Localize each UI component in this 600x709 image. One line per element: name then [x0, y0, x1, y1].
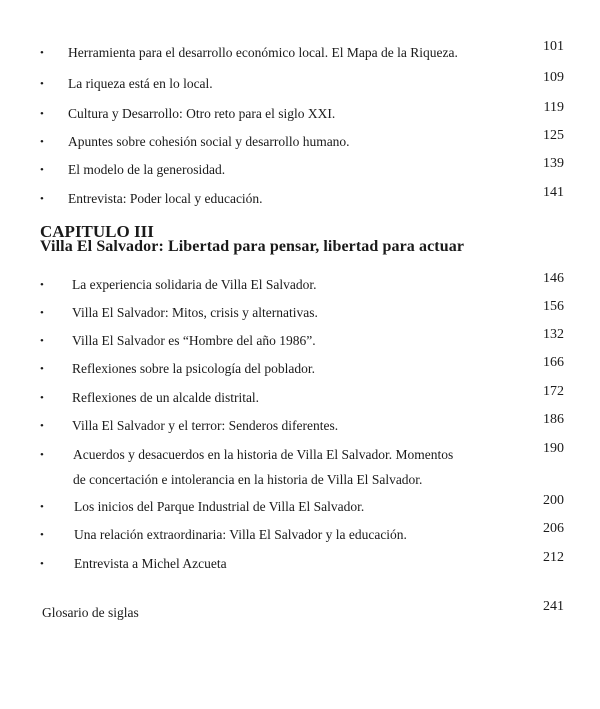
entry-page: 241 [543, 599, 564, 614]
entry-page: 125 [543, 128, 564, 143]
entry-page: 190 [543, 441, 564, 456]
bullet-icon: • [40, 193, 44, 205]
entry-title: Villa El Salvador y el terror: Senderos diferentes. [72, 418, 339, 433]
entry-title: Acuerdos y desacuerdos en la historia de Villa El Salvador. Momentos [73, 447, 454, 462]
toc-entry [0, 441, 600, 491]
entry-title: Los inicios del Parque Industrial de Villa El Salvador. [74, 499, 365, 514]
entry-page: 141 [543, 185, 564, 200]
chapter-label: CAPITULO III [40, 222, 154, 241]
entry-page: 101 [543, 39, 564, 54]
bullet-icon: • [40, 558, 44, 570]
entry-page: 109 [543, 70, 564, 85]
bullet-icon: • [40, 47, 44, 59]
entry-page: 119 [543, 100, 564, 115]
entry-title: Villa El Salvador: Mitos, crisis y alternativas. [72, 305, 318, 320]
bullet-icon: • [40, 529, 44, 541]
entry-title: Cultura y Desarrollo: Otro reto para el siglo XXI. [68, 106, 336, 121]
bullet-icon: • [40, 392, 44, 404]
entry-page: 146 [543, 271, 564, 286]
entry-title: Glosario de siglas [42, 605, 139, 620]
bullet-icon: • [40, 164, 44, 176]
entry-title: El modelo de la generosidad. [68, 162, 226, 177]
bullet-icon: • [40, 501, 44, 513]
entry-title: Herramienta para el desarrollo económico local. El Mapa de la Riqueza. [68, 45, 458, 60]
bullet-icon: • [40, 420, 44, 432]
entry-page: 132 [543, 327, 564, 342]
entry-title: Apuntes sobre cohesión social y desarrollo humano. [68, 134, 350, 149]
bullet-icon: • [40, 279, 44, 291]
entry-title: Reflexiones de un alcalde distrital. [72, 390, 260, 405]
entry-title: La riqueza está en lo local. [68, 76, 213, 91]
entry-page: 206 [543, 521, 564, 536]
entry-page: 172 [543, 384, 564, 399]
entry-page: 200 [543, 493, 564, 508]
entry-title: Entrevista: Poder local y educación. [68, 191, 263, 206]
bullet-icon: • [40, 78, 44, 90]
entry-title-continuation: de concertación e intolerancia en la historia de Villa El Salvador. [73, 472, 423, 487]
bullet-icon: • [40, 449, 44, 461]
entry-page: 186 [543, 412, 564, 427]
chapter-title: Villa El Salvador: Libertad para pensar, libertad para actuar [40, 238, 465, 255]
entry-page: 139 [543, 156, 564, 171]
bullet-icon: • [40, 335, 44, 347]
entry-title: Reflexiones sobre la psicología del poblador. [72, 361, 315, 376]
entry-page: 212 [543, 550, 564, 565]
entry-title: Una relación extraordinaria: Villa El Salvador y la educación. [74, 527, 407, 542]
entry-title: Entrevista a Michel Azcueta [74, 556, 227, 571]
bullet-icon: • [40, 307, 44, 319]
entry-page: 166 [543, 355, 564, 370]
entry-title: Villa El Salvador es “Hombre del año 1986”. [72, 333, 316, 348]
entry-title: La experiencia solidaria de Villa El Salvador. [72, 277, 317, 292]
entry-page: 156 [543, 299, 564, 314]
bullet-icon: • [40, 363, 44, 375]
bullet-icon: • [40, 108, 44, 120]
bullet-icon: • [40, 136, 44, 148]
